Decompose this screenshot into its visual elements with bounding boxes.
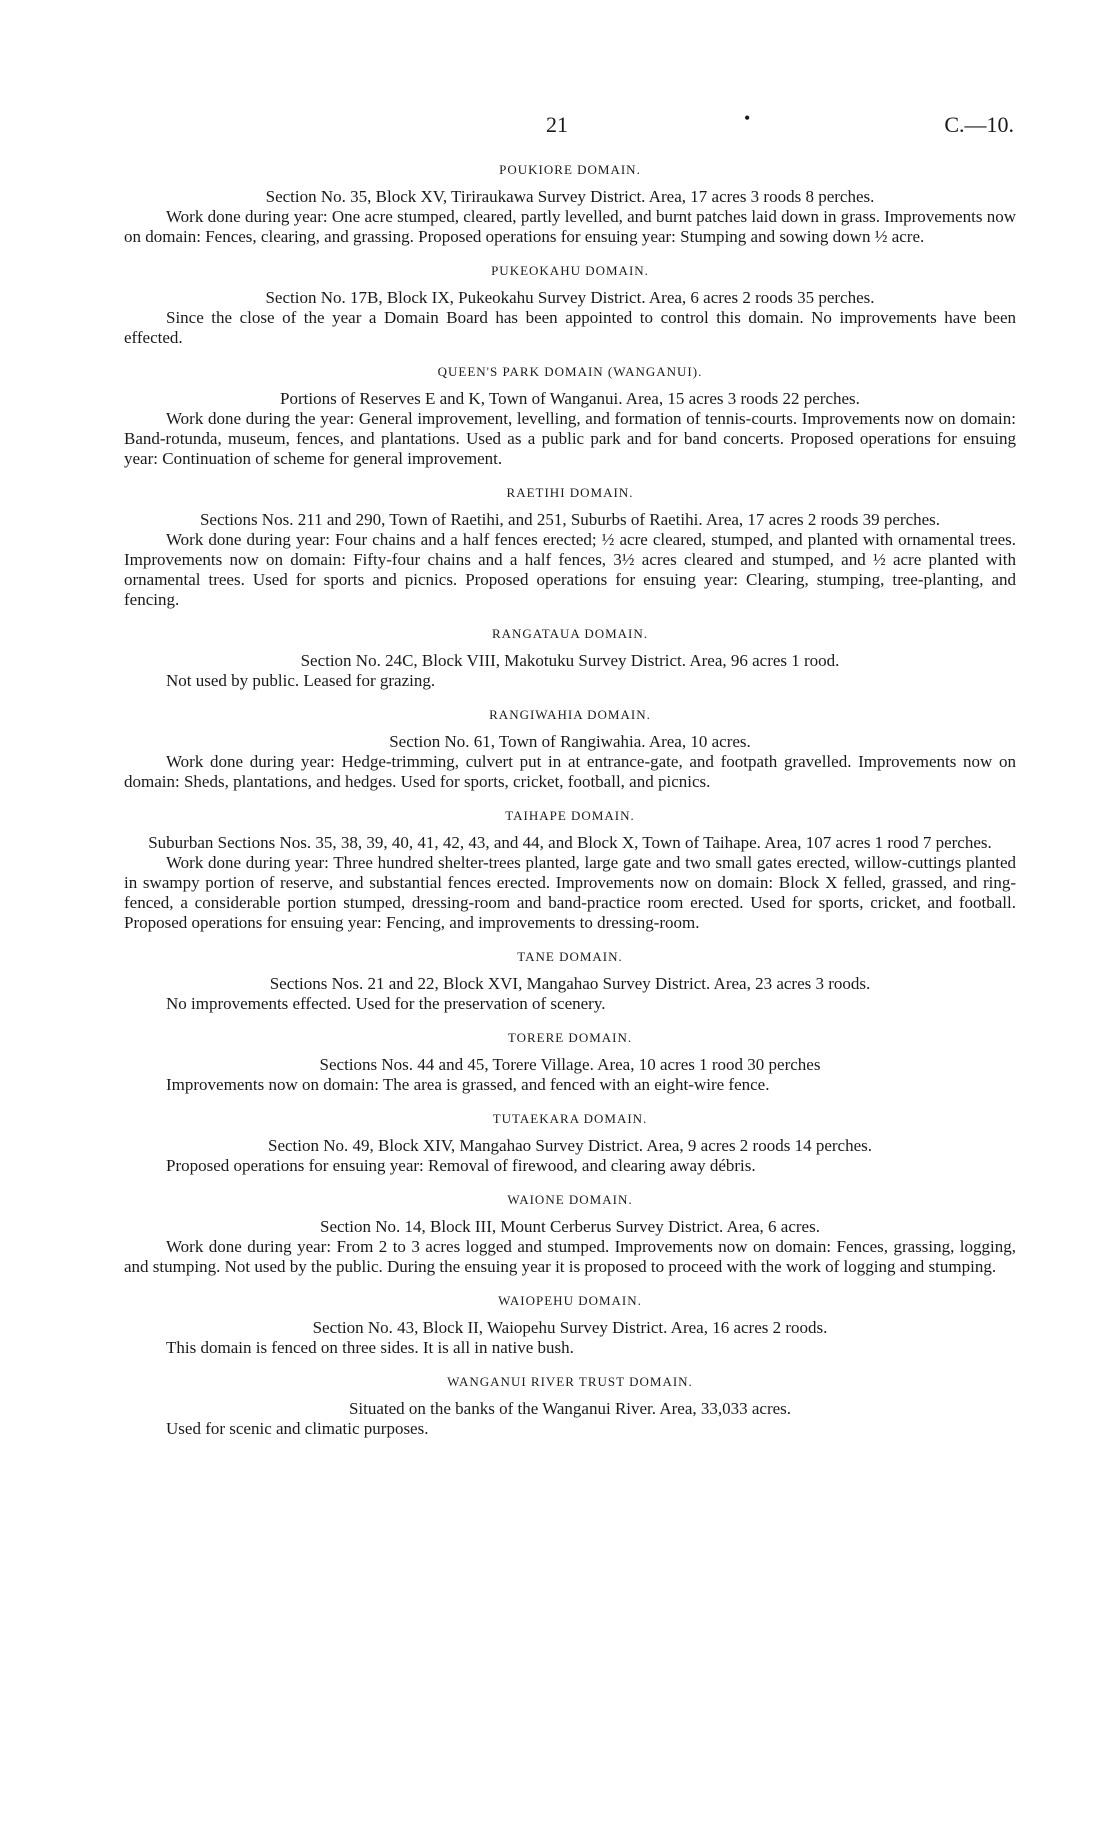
section-title: POUKIORE DOMAIN.: [499, 162, 641, 177]
section-location: Sections Nos. 44 and 45, Torere Village. Area, 10 acres 1 rood 30 perches: [319, 1055, 821, 1074]
domain-section: [124, 1190, 1016, 1277]
domain-section: [124, 806, 1016, 933]
section-title: TAIHAPE DOMAIN.: [505, 808, 635, 823]
section-location: Section No. 17B, Block IX, Pukeokahu Survey District. Area, 6 acres 2 roods 35 perches.: [265, 288, 875, 307]
section-title: WANGANUI RIVER TRUST DOMAIN.: [447, 1374, 693, 1389]
domain-section: [124, 1028, 1016, 1095]
section-body: Work done during year: Three hundred shelter-trees planted, large gate and two small gates erected, willow-cuttings planted in swampy portion of reserve, and substantial fences erected. Improvements now on domain: Block X felled, grassed, and ring-fenced, a considerable portion stumped, dressing-room and band-practice room erected. Used for sports, cricket, and football. Proposed operations for ensuing year: Fencing, and improvements to dressing-room.: [124, 853, 1016, 932]
section-body: Work done during year: Four chains and a half fences erected; ½ acre cleared, stumped, and planted with ornamental trees. Improvements now on domain: Fifty-four chains and a half fences, 3½ acres cleared and stumped, and ½ acre planted with ornamental trees. Used for sports and picnics. Proposed operations for ensuing year: Clearing, stumping, tree-planting, and fencing.: [124, 530, 1016, 609]
section-body: Proposed operations for ensuing year: Removal of firewood, and clearing away débris.: [166, 1156, 756, 1175]
page-header: [124, 0, 1016, 160]
section-location: Section No. 61, Town of Rangiwahia. Area, 10 acres.: [389, 732, 751, 751]
section-title: WAIOPEHU DOMAIN.: [498, 1293, 642, 1308]
section-title: RANGATAUA DOMAIN.: [491, 626, 649, 641]
domain-section: [124, 160, 1016, 247]
domain-section: [124, 483, 1016, 610]
section-body: Work done during year: Hedge-trimming, culvert put in at entrance-gate, and footpath gravelled. Improvements now on domain: Sheds, plantations, and hedges. Used for sports, cricket, football, and picnics.: [124, 752, 1016, 791]
section-title: TUTAEKARA DOMAIN.: [492, 1111, 648, 1126]
section-body: Work done during the year: General improvement, levelling, and formation of tennis-courts. Improvements now on domain: Band-rotunda, museum, fences, and plantations. Used as a public park and for band concerts. Proposed operations for ensuing year: Continuation of scheme for general improvement.: [124, 409, 1016, 468]
section-location: Suburban Sections Nos. 35, 38, 39, 40, 41, 42, 43, and 44, and Block X, Town of Taihape. Area, 107 acres 1 rood 7 perches.: [148, 833, 992, 852]
section-location: Section No. 43, Block II, Waiopehu Survey District. Area, 16 acres 2 roods.: [312, 1318, 828, 1337]
section-location: Sections Nos. 211 and 290, Town of Raetihi, and 251, Suburbs of Raetihi. Area, 17 acres 2 roods 39 perches.: [199, 510, 941, 529]
section-location: Situated on the banks of the Wanganui River. Area, 33,033 acres.: [348, 1399, 792, 1418]
section-location: Sections Nos. 21 and 22, Block XVI, Mangahao Survey District. Area, 23 acres 3 roods.: [269, 974, 871, 993]
domain-sections: [124, 160, 1016, 1439]
section-body: Not used by public. Leased for grazing.: [166, 671, 436, 690]
section-location: Portions of Reserves E and K, Town of Wanganui. Area, 15 acres 3 roods 22 perches.: [280, 389, 860, 408]
section-title: WAIONE DOMAIN.: [507, 1192, 633, 1207]
domain-section: [124, 705, 1016, 792]
document-reference: C.—10.: [944, 112, 1014, 137]
domain-section: [124, 362, 1016, 469]
section-body: Since the close of the year a Domain Board has been appointed to control this domain. No improvements have been effected.: [124, 308, 1016, 347]
section-body: No improvements effected. Used for the preservation of scenery.: [166, 994, 606, 1013]
section-location: Section No. 24C, Block VIII, Makotuku Survey District. Area, 96 acres 1 rood.: [300, 651, 840, 670]
section-location: Section No. 14, Block III, Mount Cerberus Survey District. Area, 6 acres.: [320, 1217, 820, 1236]
section-title: TORERE DOMAIN.: [507, 1030, 633, 1045]
section-body: Work done during year: One acre stumped, cleared, partly levelled, and burnt patches laid down in grass. Improvements now on domain: Fences, clearing, and grassing. Proposed operations for ensuing year: Stumping and sowing down ½ acre.: [124, 207, 1016, 246]
section-body: Work done during year: From 2 to 3 acres logged and stumped. Improvements now on domain: Fences, grassing, logging, and stumping. Not used by the public. During the ensuing year it is proposed to proceed with the work of logging and stumping.: [124, 1237, 1016, 1276]
header-dot: •: [744, 108, 751, 128]
domain-section: [124, 1109, 1016, 1176]
section-body: This domain is fenced on three sides. It is all in native bush.: [166, 1338, 574, 1357]
section-location: Section No. 35, Block XV, Tiriraukawa Survey District. Area, 17 acres 3 roods 8 perches.: [265, 187, 875, 206]
section-title: RANGIWAHIA DOMAIN.: [489, 707, 651, 722]
domain-section: [124, 624, 1016, 691]
page-number: 21: [546, 112, 568, 137]
domain-section: [124, 1372, 1016, 1439]
document-page: [124, 0, 1016, 1453]
section-body: Improvements now on domain: The area is grassed, and fenced with an eight-wire fence.: [166, 1075, 770, 1094]
section-title: TANE DOMAIN.: [517, 949, 623, 964]
domain-section: [124, 261, 1016, 348]
domain-section: [124, 1291, 1016, 1358]
section-body: Used for scenic and climatic purposes.: [166, 1419, 429, 1438]
section-title: PUKEOKAHU DOMAIN.: [491, 263, 649, 278]
section-title: RAETIHI DOMAIN.: [506, 485, 634, 500]
section-title: QUEEN'S PARK DOMAIN (WANGANUI).: [437, 364, 703, 379]
section-location: Section No. 49, Block XIV, Mangahao Survey District. Area, 9 acres 2 roods 14 perches.: [268, 1136, 872, 1155]
domain-section: [124, 947, 1016, 1014]
